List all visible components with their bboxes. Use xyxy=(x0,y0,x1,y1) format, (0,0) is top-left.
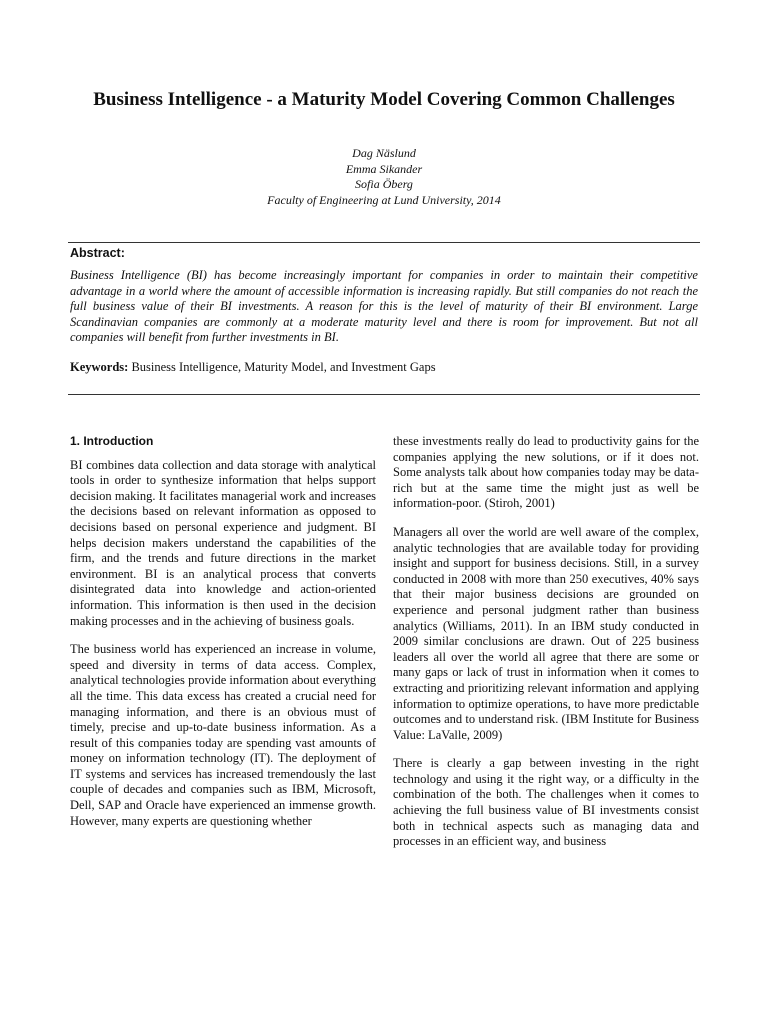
author-name: Emma Sikander xyxy=(345,161,423,176)
keywords-text: Business Intelligence, Maturity Model, and Investment Gaps xyxy=(131,360,436,374)
divider-top xyxy=(68,242,700,243)
author-name: Sofia Öberg xyxy=(355,177,413,191)
body-paragraph: Managers all over the world are well aware of the complex, analytic technologies that are available today for providing insight and support for business decisions. Still, in a survey conducted in 2008 with more than 250 executives, 40% says that their major business decisions are grounded on experience and personal judgment rather than business analytics (Williams, 2011). In an IBM study conducted in 2009 similar conclusions are drawn. Out of 225 business leaders all over the world all agree that there are some or many gaps or lack of trust in information when it comes to extracting and prioritizing relevant information and applying information to optimize operations, to have more predictable outcomes and to understand risk. (IBM Institute for Business Value: LaValle, 2009) xyxy=(393,524,699,742)
keywords-label: Keywords: xyxy=(70,360,129,374)
author-name: Dag Näslund xyxy=(352,146,416,160)
keywords-line xyxy=(70,360,698,375)
section-heading: 1. Introduction xyxy=(70,434,154,448)
body-paragraph: BI combines data collection and data storage with analytical tools in order to synthesize information that helps support decision making. It facilitates managerial work and increases the decisions based on relevant information as opposed to decisions based on personal experience and judgment. BI helps decision makers understand the capabilities of the firm, and the trends and future directions in the market environment. BI is an analytical process that converts disintegrated data into knowledge and action-oriented information. This information is then used in the decision making processes and in the achieving of business goals. xyxy=(70,457,376,628)
body-paragraph: The business world has experienced an increase in volume, speed and diversity in terms of data access. Complex, analytical technologies provide information about everything all the time. This data excess has created a crucial need for managing information, and there is an obvious must of timely, precise and up-to-date business information. As a result of this companies today are spending vast amounts of money on information technology (IT). The deployment of IT systems and services has increased tremendously the last couple of decades and companies such as IBM, Microsoft, Dell, SAP and Oracle have experienced an immense growth. However, many experts are questioning whether xyxy=(70,642,376,828)
body-paragraph: There is clearly a gap between investing in the right technology and using it the right way, or a difficulty in the combination of the both. The challenges when it comes to achieving the full business value of BI investments consist both in technical aspects such as managing data and processes in an efficient way, and business xyxy=(393,756,699,849)
divider-bottom xyxy=(68,394,700,395)
abstract-text: Business Intelligence (BI) has become increasingly important for companies in order to maintain their competitive advantage in a world where the amount of accessible information is increasing rapidly. But still companies do not reach the full business value of their BI investments. A reason for this is the level of maturity of their BI environment. Large Scandinavian companies are commonly at a moderate maturity level and there is room for improvement. But not all companies will benefit from further investments in BI. xyxy=(70,268,698,345)
left-column xyxy=(70,434,376,842)
body-paragraph: these investments really do lead to productivity gains for the companies applying the new solutions, or if it does not. Some analysts talk about how companies today may be data-rich but at the same time the might just as well be information-poor. (Stiroh, 2001) xyxy=(393,434,699,511)
abstract-label: Abstract: xyxy=(70,246,125,260)
paper-title: Business Intelligence - a Maturity Model Covering Common Challenges xyxy=(93,89,675,110)
affiliation: Faculty of Engineering at Lund University, 2014 xyxy=(267,192,501,207)
right-column xyxy=(393,434,699,863)
author-block xyxy=(60,146,708,208)
